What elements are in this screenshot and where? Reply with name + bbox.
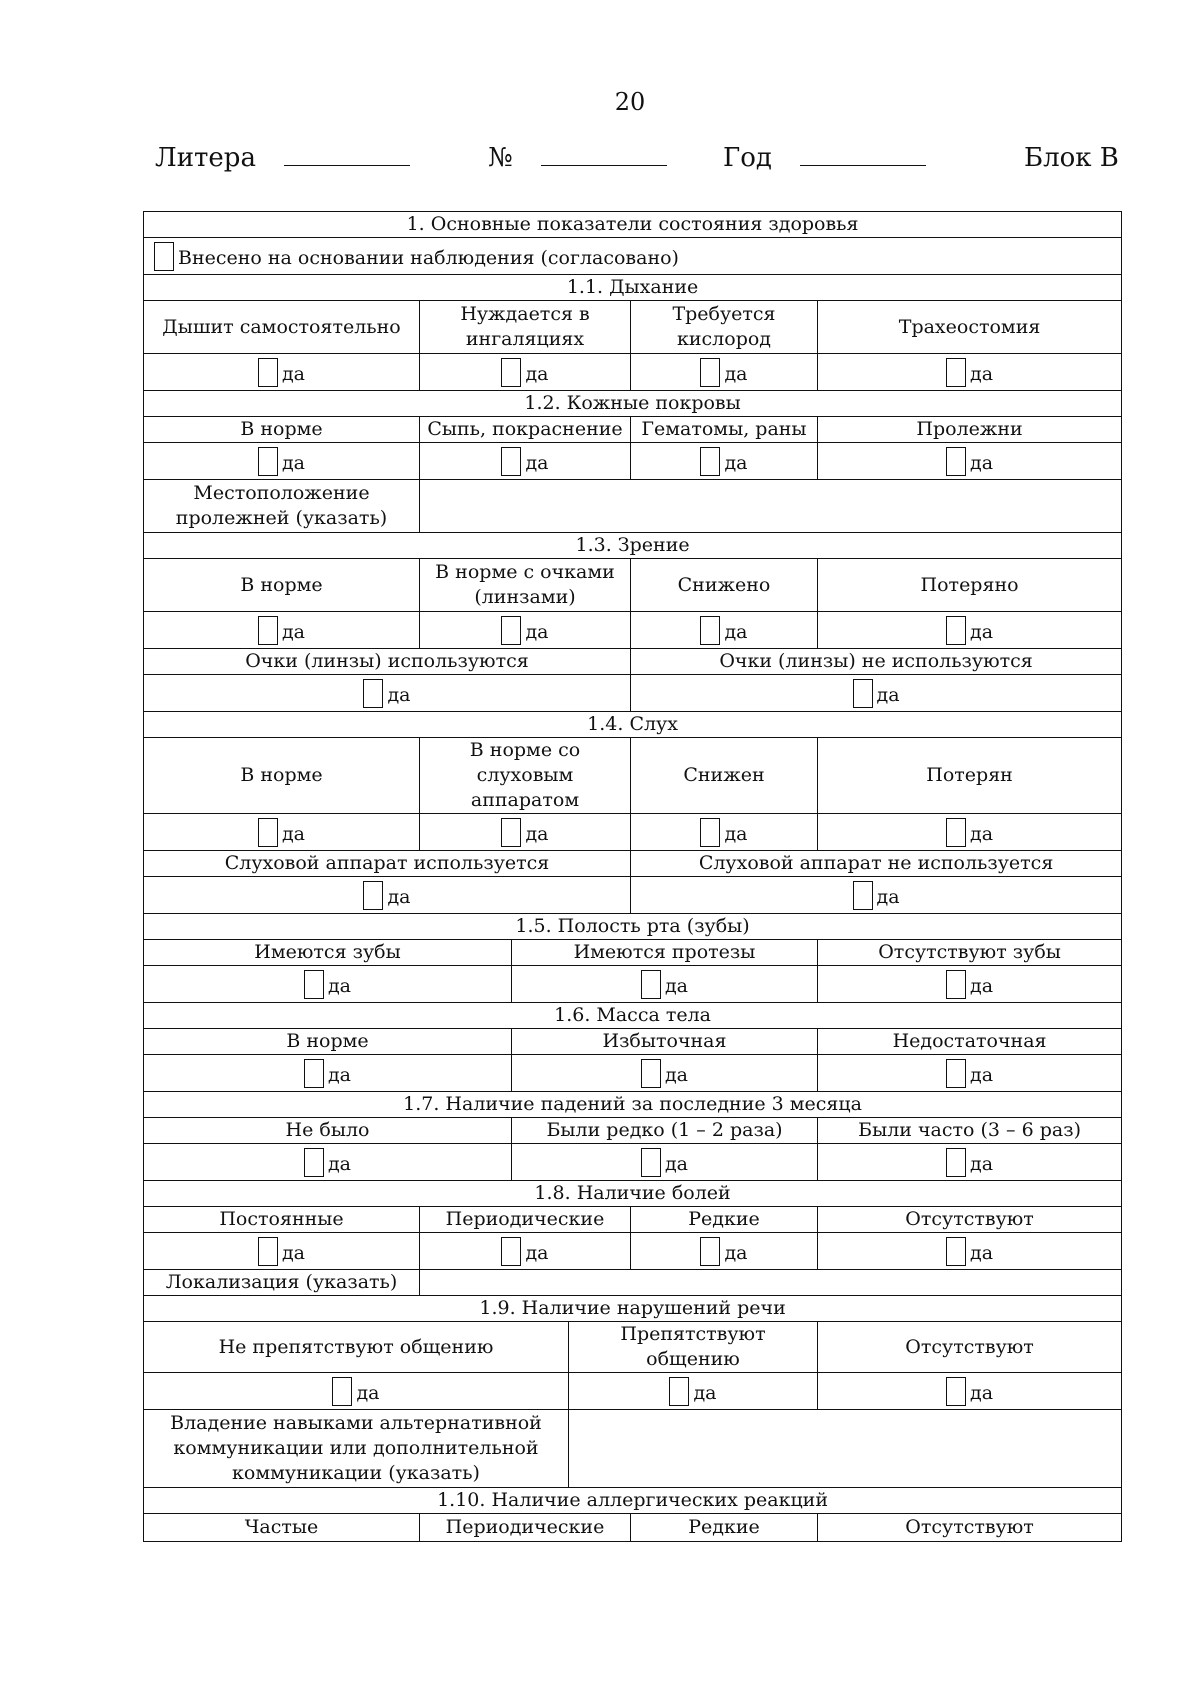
skin-col: Сыпь, покраснение <box>420 417 631 443</box>
litera-label: Литера <box>155 143 256 173</box>
checkbox[interactable] <box>700 818 720 847</box>
yes-cell <box>818 1233 1122 1270</box>
yes-cell <box>420 612 631 649</box>
speech-col: Препятствуют общению <box>569 1322 818 1373</box>
checkbox[interactable] <box>501 1237 521 1266</box>
yes-label: да <box>281 822 306 845</box>
yes-cell <box>144 877 631 914</box>
yes-label: да <box>281 362 306 385</box>
checkbox[interactable] <box>853 679 873 708</box>
observation-row <box>144 238 1122 275</box>
yes-cell <box>144 966 512 1003</box>
year-input-line[interactable] <box>800 145 926 166</box>
checkbox[interactable] <box>946 616 966 645</box>
yes-cell <box>144 1373 569 1410</box>
yes-label: да <box>970 1381 994 1404</box>
vision-col: В норме <box>144 559 420 612</box>
yes-label: да <box>970 974 994 997</box>
checkbox[interactable] <box>853 881 873 910</box>
yes-label: да <box>970 1241 994 1264</box>
yes-cell <box>818 443 1122 480</box>
yes-label: да <box>724 362 748 385</box>
pain-col: Редкие <box>631 1207 818 1233</box>
yes-cell <box>144 814 420 851</box>
yes-label: да <box>664 1152 689 1175</box>
weight-col: Недостаточная <box>818 1029 1122 1055</box>
checkbox[interactable] <box>946 1059 966 1088</box>
weight-col: Избыточная <box>512 1029 818 1055</box>
checkbox[interactable] <box>641 1059 661 1088</box>
checkbox[interactable] <box>154 242 174 271</box>
observation-note: Внесено на основании наблюдения (согласовано) <box>178 246 679 269</box>
checkbox[interactable] <box>946 1237 966 1266</box>
weight-col: В норме <box>144 1029 512 1055</box>
falls-col: Были редко (1 – 2 раза) <box>512 1118 818 1144</box>
page-number: 20 <box>614 88 646 116</box>
checkbox[interactable] <box>641 1148 661 1177</box>
hearing-aid-not-used-label: Слуховой аппарат не используется <box>631 851 1122 877</box>
vision-col: В норме с очками (линзами) <box>420 559 631 612</box>
yes-cell <box>631 354 818 391</box>
yes-cell <box>144 443 420 480</box>
speech-title: 1.9. Наличие нарушений речи <box>144 1296 1122 1322</box>
yes-cell <box>818 354 1122 391</box>
checkbox[interactable] <box>700 358 720 387</box>
breathing-col: Требуется кислород <box>631 301 818 354</box>
yes-cell <box>818 612 1122 649</box>
yes-cell <box>631 877 1122 914</box>
pain-title: 1.8. Наличие болей <box>144 1181 1122 1207</box>
skin-col: Пролежни <box>818 417 1122 443</box>
falls-col: Были часто (3 – 6 раз) <box>818 1118 1122 1144</box>
checkbox[interactable] <box>258 358 278 387</box>
yes-label: да <box>525 362 549 385</box>
hearing-col: В норме со слуховым аппаратом <box>420 738 631 814</box>
yes-label: да <box>724 620 748 643</box>
checkbox[interactable] <box>304 970 324 999</box>
yes-label: да <box>327 974 352 997</box>
checkbox[interactable] <box>946 1148 966 1177</box>
skin-title: 1.2. Кожные покровы <box>144 391 1122 417</box>
breathing-col: Дышит самостоятельно <box>144 301 420 354</box>
checkbox[interactable] <box>258 1237 278 1266</box>
block-label: Блок В <box>1024 143 1119 173</box>
hearing-col: В норме <box>144 738 420 814</box>
mouth-col: Имеются зубы <box>144 940 512 966</box>
yes-cell <box>631 675 1122 712</box>
yes-cell <box>818 966 1122 1003</box>
number-field <box>488 143 667 173</box>
yes-label: да <box>724 1241 748 1264</box>
yes-label: да <box>387 885 411 908</box>
checkbox[interactable] <box>501 616 521 645</box>
yes-label: да <box>525 451 549 474</box>
yes-label: да <box>970 1152 994 1175</box>
breathing-title: 1.1. Дыхание <box>144 275 1122 301</box>
yes-label: да <box>327 1152 352 1175</box>
glasses-not-used-label: Очки (линзы) не используются <box>631 649 1122 675</box>
breathing-col: Трахеостомия <box>818 301 1122 354</box>
yes-label: да <box>970 362 994 385</box>
falls-title: 1.7. Наличие падений за последние 3 месяца <box>144 1092 1122 1118</box>
yes-cell <box>420 443 631 480</box>
checkbox[interactable] <box>946 970 966 999</box>
yes-label: да <box>693 1381 717 1404</box>
yes-cell <box>144 1144 512 1181</box>
yes-label: да <box>876 885 900 908</box>
skin-col: В норме <box>144 417 420 443</box>
checkbox[interactable] <box>258 818 278 847</box>
checkbox[interactable] <box>700 447 720 476</box>
yes-cell <box>512 1144 818 1181</box>
yes-cell <box>144 1055 512 1092</box>
yes-label: да <box>327 1063 352 1086</box>
yes-cell <box>631 612 818 649</box>
number-input-line[interactable] <box>541 145 667 166</box>
yes-label: да <box>281 451 306 474</box>
yes-label: да <box>664 1063 689 1086</box>
hearing-col: Снижен <box>631 738 818 814</box>
checkbox[interactable] <box>946 1377 966 1406</box>
yes-cell <box>420 814 631 851</box>
checkbox[interactable] <box>669 1377 689 1406</box>
hearing-col: Потерян <box>818 738 1122 814</box>
allergy-title: 1.10. Наличие аллергических реакций <box>144 1488 1122 1514</box>
allergy-col: Редкие <box>631 1514 818 1542</box>
yes-cell <box>818 1055 1122 1092</box>
checkbox[interactable] <box>501 818 521 847</box>
mouth-col: Имеются протезы <box>512 940 818 966</box>
yes-label: да <box>387 683 411 706</box>
number-label: № <box>488 143 513 173</box>
year-label: Год <box>723 143 772 173</box>
litera-input-line[interactable] <box>284 145 410 166</box>
yes-label: да <box>281 620 306 643</box>
yes-label: да <box>970 1063 994 1086</box>
bedsore-location-input[interactable] <box>420 480 1122 533</box>
yes-label: да <box>356 1381 380 1404</box>
hearing-aid-used-label: Слуховой аппарат используется <box>144 851 631 877</box>
checkbox[interactable] <box>501 358 521 387</box>
allergy-col: Периодические <box>420 1514 631 1542</box>
speech-col: Не препятствуют общению <box>144 1322 569 1373</box>
communication-skills-label: Владение навыками альтернативной коммуникации или дополнительной коммуникации (указать) <box>144 1410 569 1488</box>
yes-label: да <box>724 822 748 845</box>
vision-col: Снижено <box>631 559 818 612</box>
skin-col: Гематомы, раны <box>631 417 818 443</box>
pain-col: Постоянные <box>144 1207 420 1233</box>
yes-label: да <box>970 451 994 474</box>
yes-cell <box>420 1233 631 1270</box>
breathing-col: Нуждается в ингаляциях <box>420 301 631 354</box>
checkbox[interactable] <box>258 616 278 645</box>
yes-label: да <box>876 683 900 706</box>
yes-cell <box>818 1373 1122 1410</box>
litera-field <box>155 143 410 173</box>
vision-col: Потеряно <box>818 559 1122 612</box>
yes-cell <box>818 1144 1122 1181</box>
checkbox[interactable] <box>946 818 966 847</box>
checkbox[interactable] <box>304 1059 324 1088</box>
bedsore-location-label: Местоположение пролежней (указать) <box>144 480 420 533</box>
health-form-table <box>143 211 1122 1542</box>
yes-cell <box>631 443 818 480</box>
communication-skills-input[interactable] <box>569 1410 1122 1488</box>
yes-label: да <box>525 620 549 643</box>
yes-label: да <box>970 822 994 845</box>
yes-label: да <box>525 822 549 845</box>
yes-label: да <box>525 1241 549 1264</box>
yes-cell <box>144 1233 420 1270</box>
checkbox[interactable] <box>501 447 521 476</box>
checkbox[interactable] <box>641 970 661 999</box>
checkbox[interactable] <box>946 447 966 476</box>
checkbox[interactable] <box>332 1377 352 1406</box>
pain-localization-input[interactable] <box>420 1270 1122 1296</box>
glasses-used-label: Очки (линзы) используются <box>144 649 631 675</box>
pain-localization-label: Локализация (указать) <box>144 1270 420 1296</box>
year-field <box>723 143 926 173</box>
mouth-title: 1.5. Полость рта (зубы) <box>144 914 1122 940</box>
yes-label: да <box>281 1241 306 1264</box>
checkbox[interactable] <box>946 358 966 387</box>
allergy-col: Отсутствуют <box>818 1514 1122 1542</box>
vision-title: 1.3. Зрение <box>144 533 1122 559</box>
yes-cell <box>818 814 1122 851</box>
checkbox[interactable] <box>700 1237 720 1266</box>
yes-cell <box>144 675 631 712</box>
yes-cell <box>144 354 420 391</box>
checkbox[interactable] <box>700 616 720 645</box>
allergy-col: Частые <box>144 1514 420 1542</box>
hearing-title: 1.4. Слух <box>144 712 1122 738</box>
yes-label: да <box>970 620 994 643</box>
yes-cell <box>144 612 420 649</box>
yes-cell <box>631 1233 818 1270</box>
pain-col: Отсутствуют <box>818 1207 1122 1233</box>
yes-label: да <box>664 974 689 997</box>
speech-col: Отсутствуют <box>818 1322 1122 1373</box>
yes-cell <box>631 814 818 851</box>
mouth-col: Отсутствуют зубы <box>818 940 1122 966</box>
yes-cell <box>569 1373 818 1410</box>
checkbox[interactable] <box>304 1148 324 1177</box>
section-title: 1. Основные показатели состояния здоровья <box>144 212 1122 238</box>
checkbox[interactable] <box>363 881 383 910</box>
weight-title: 1.6. Масса тела <box>144 1003 1122 1029</box>
pain-col: Периодические <box>420 1207 631 1233</box>
checkbox[interactable] <box>258 447 278 476</box>
yes-cell <box>512 966 818 1003</box>
falls-col: Не было <box>144 1118 512 1144</box>
yes-cell <box>420 354 631 391</box>
yes-label: да <box>724 451 748 474</box>
yes-cell <box>512 1055 818 1092</box>
checkbox[interactable] <box>363 679 383 708</box>
